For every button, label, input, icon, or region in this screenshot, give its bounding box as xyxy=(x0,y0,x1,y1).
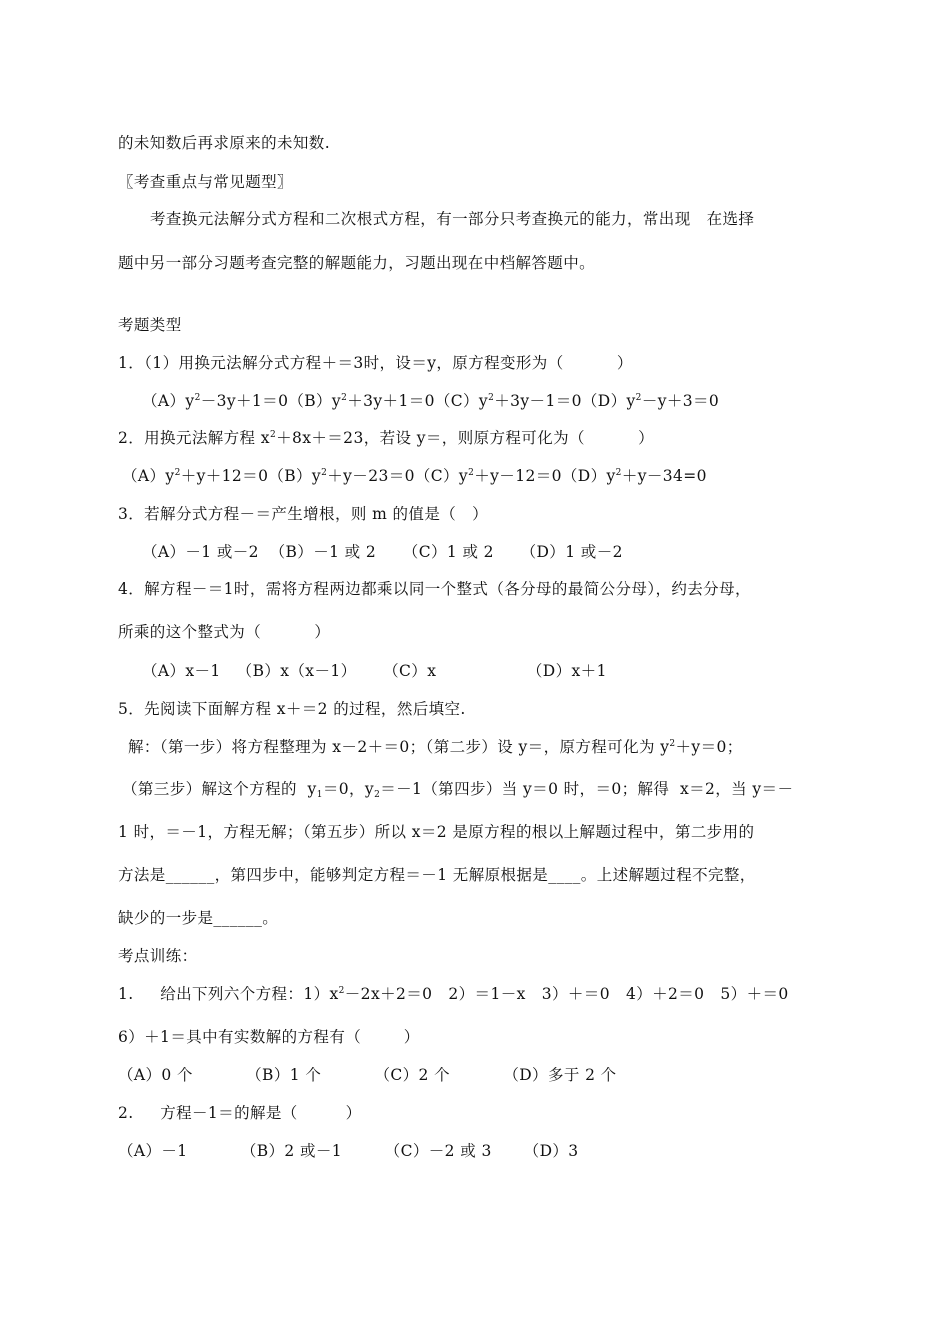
text-line-16: 解：（第一步）将方程整理为 x－2＋＝0；（第二步）设 y＝，原方程可化为 $y^2+y=0$； xyxy=(128,738,743,756)
text-line-12: 4．解方程－＝1时，需将方程两边都乘以同一个整式（各分母的最简公分母），约去分母， xyxy=(118,580,751,598)
text-line-14: （A）x－1 （B）x（x－1） （C）x （D）x＋1 xyxy=(142,662,607,680)
text-line-10: 3．若解分式方程－＝产生增根，则 m 的值是（ ） xyxy=(118,505,488,523)
text-line-8: 2．用换元法解方程 $x^2+8x+=23$，若设 y＝，则原方程可化为（ ） xyxy=(118,429,655,447)
text-line-21: 考点训练： xyxy=(118,947,198,965)
text-line-1: 的未知数后再求原来的未知数. xyxy=(118,134,331,152)
text-line-17: （第三步）解这个方程的 $y_1=0$，$y_2=-1$（第四步）当 y＝0 时，＝0；解得 x＝2，当 y＝－ xyxy=(122,780,794,800)
text-line-2: 〖考查重点与常见题型〗 xyxy=(118,173,293,191)
text-line-3: 考查换元法解分式方程和二次根式方程，有一部分只考查换元的能力，常出现 在选择 xyxy=(150,210,755,228)
text-line-4: 题中另一部分习题考查完整的解题能力，习题出现在中档解答题中。 xyxy=(118,254,596,272)
text-line-9: $(A)y^2+y+12=0(B)y^2+y-23=0(C)y^2+y-12=0(D)y^2+y-34=0$ xyxy=(122,467,707,485)
text-line-20: 缺少的一步是______。 xyxy=(118,909,279,927)
text-line-25: 2. 方程－1＝的解是（ ） xyxy=(118,1104,362,1122)
text-line-6: 1．（1）用换元法解分式方程＋＝3时，设＝y，原方程变形为（ ） xyxy=(118,354,633,372)
text-line-18: 1 时，＝－1，方程无解；（第五步）所以 x＝2 是原方程的根以上解题过程中，第二步用的 xyxy=(118,823,755,841)
text-line-13: 所乘的这个整式为（ ） xyxy=(118,623,331,641)
text-line-24: （A）0 个 （B）1 个 （C）2 个 （D）多于 2 个 xyxy=(118,1066,617,1084)
text-line-5: 考题类型 xyxy=(118,316,182,334)
text-line-22: 1. 给出下列六个方程：$1)x^2-2x+2=0$ 2）＝1－x 3）＋＝0 4）＋2＝0 5）＋＝0 xyxy=(118,985,789,1003)
text-line-15: 5．先阅读下面解方程 x＋＝2 的过程，然后填空. xyxy=(118,700,466,718)
text-line-23: 6）＋1＝具中有实数解的方程有（ ） xyxy=(118,1028,420,1046)
text-line-19: 方法是______，第四步中，能够判定方程＝－1 无解原根据是____。上述解题过程不完整， xyxy=(118,866,756,884)
text-line-7: $(A)y^2-3y+1=0(B)y^2+3y+1=0(C)y^2+3y-1=0(D)y^2-y+3=0$ xyxy=(142,392,720,410)
text-line-11: （A）－1 或－2 （B）－1 或 2 （C）1 或 2 （D）1 或－2 xyxy=(142,543,623,561)
text-line-26: （A）－1 （B）2 或－1 （C）－2 或 3 （D）3 xyxy=(118,1142,579,1160)
